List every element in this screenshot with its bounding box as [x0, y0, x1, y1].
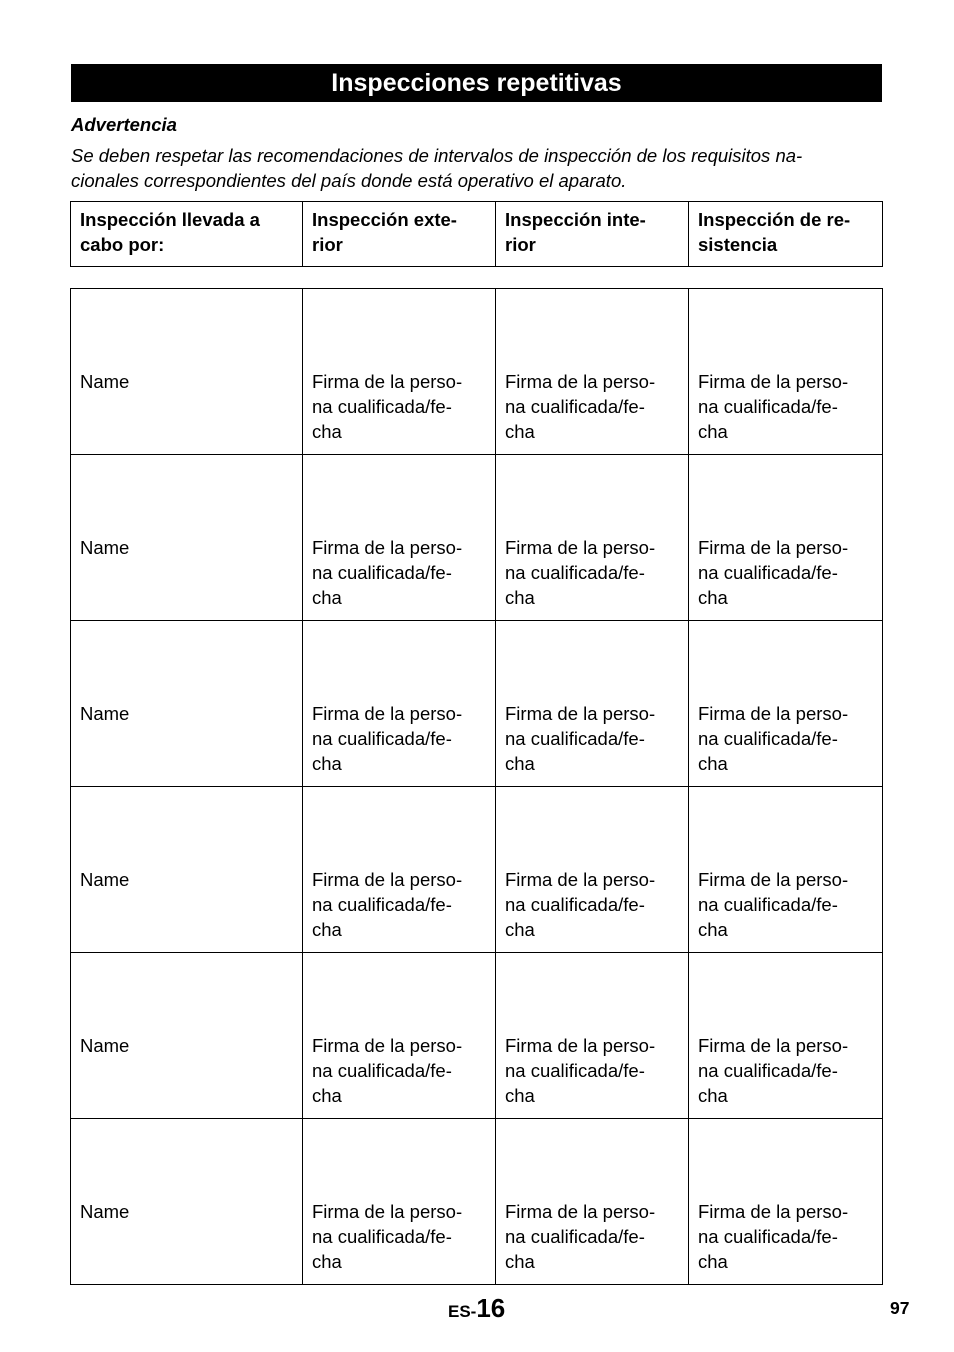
- header-label: rior: [505, 234, 536, 255]
- signature-label: Firma de la perso-: [312, 703, 463, 724]
- signature-label: na cualificada/fe-: [698, 1226, 838, 1247]
- signature-label: cha: [312, 753, 342, 774]
- signature-label: Firma de la perso-: [698, 1201, 849, 1222]
- section-prefix: ES-: [448, 1302, 477, 1321]
- warning-text: [71, 143, 886, 193]
- signature-cell-exterior: [303, 289, 496, 455]
- signature-label: Firma de la perso-: [505, 869, 656, 890]
- signature-label: na cualificada/fe-: [312, 562, 452, 583]
- header-cell-inspected-by: [71, 202, 303, 267]
- signature-cell-exterior: [303, 455, 496, 621]
- signature-label: Firma de la perso-: [698, 371, 849, 392]
- signature-label: na cualificada/fe-: [312, 1226, 452, 1247]
- signature-label: cha: [698, 587, 728, 608]
- signature-label: Firma de la perso-: [698, 703, 849, 724]
- header-label: Inspección inte-: [505, 209, 646, 230]
- table-row: [71, 455, 883, 621]
- signature-label: na cualificada/fe-: [312, 894, 452, 915]
- signature-cell-interior: [496, 1119, 689, 1285]
- name-cell: [71, 455, 303, 621]
- signature-label: Firma de la perso-: [505, 371, 656, 392]
- signature-cell-interior: [496, 621, 689, 787]
- signature-cell-resistance: [689, 621, 883, 787]
- signature-label: na cualificada/fe-: [505, 1060, 645, 1081]
- signature-label: Firma de la perso-: [312, 537, 463, 558]
- signature-cell-resistance: [689, 455, 883, 621]
- header-cell-exterior: [303, 202, 496, 267]
- signature-label: na cualificada/fe-: [698, 1060, 838, 1081]
- signature-label: na cualificada/fe-: [698, 728, 838, 749]
- table-row: [71, 1119, 883, 1285]
- signature-label: na cualificada/fe-: [505, 1226, 645, 1247]
- signature-label: cha: [698, 1251, 728, 1272]
- signature-cell-exterior: [303, 621, 496, 787]
- signature-label: cha: [698, 753, 728, 774]
- warning-text-line: cionales correspondientes del país donde está operativo el aparato.: [71, 170, 627, 191]
- signature-label: cha: [698, 1085, 728, 1106]
- name-label: Name: [80, 703, 130, 724]
- signature-label: cha: [312, 587, 342, 608]
- signature-label: Firma de la perso-: [505, 703, 656, 724]
- header-label: rior: [312, 234, 343, 255]
- signature-label: na cualificada/fe-: [505, 562, 645, 583]
- signature-cell-exterior: [303, 787, 496, 953]
- name-label: Name: [80, 537, 130, 558]
- signature-label: cha: [505, 753, 535, 774]
- signature-label: Firma de la perso-: [312, 1035, 463, 1056]
- signature-label: na cualificada/fe-: [505, 396, 645, 417]
- signature-label: na cualificada/fe-: [312, 396, 452, 417]
- name-cell: [71, 289, 303, 455]
- page-title: Inspecciones repetitivas: [71, 64, 882, 102]
- signature-cell-resistance: [689, 289, 883, 455]
- signature-cell-resistance: [689, 953, 883, 1119]
- warning-heading: Advertencia: [71, 114, 177, 135]
- header-cell-interior: [496, 202, 689, 267]
- section-page-number: 16: [476, 1293, 506, 1323]
- signature-label: na cualificada/fe-: [698, 894, 838, 915]
- signature-label: cha: [312, 919, 342, 940]
- signature-label: na cualificada/fe-: [698, 396, 838, 417]
- table-row: [71, 953, 883, 1119]
- header-table: [70, 201, 883, 267]
- signature-label: na cualificada/fe-: [312, 1060, 452, 1081]
- signature-label: cha: [505, 1085, 535, 1106]
- header-row: [71, 202, 883, 267]
- signature-label: cha: [505, 421, 535, 442]
- signature-label: na cualificada/fe-: [505, 728, 645, 749]
- section-page-label: [448, 1293, 505, 1324]
- header-label: sistencia: [698, 234, 778, 255]
- signature-label: Firma de la perso-: [698, 537, 849, 558]
- name-label: Name: [80, 1201, 130, 1222]
- table-row: [71, 289, 883, 455]
- signature-label: na cualificada/fe-: [505, 894, 645, 915]
- signature-label: cha: [312, 1085, 342, 1106]
- signature-label: cha: [505, 1251, 535, 1272]
- page-number: 97: [890, 1298, 910, 1318]
- signature-label: Firma de la perso-: [698, 1035, 849, 1056]
- signature-label: Firma de la perso-: [505, 1035, 656, 1056]
- header-label: Inspección llevada a: [80, 209, 260, 230]
- table-row: [71, 787, 883, 953]
- name-cell: [71, 621, 303, 787]
- name-label: Name: [80, 1035, 130, 1056]
- signature-label: Firma de la perso-: [312, 869, 463, 890]
- signature-label: cha: [312, 1251, 342, 1272]
- warning-text-line: Se deben respetar las recomendaciones de intervalos de inspección de los requisitos na-: [71, 145, 803, 166]
- records-table: [70, 288, 883, 1285]
- name-label: Name: [80, 869, 130, 890]
- header-cell-resistance: [689, 202, 883, 267]
- signature-label: Firma de la perso-: [505, 1201, 656, 1222]
- signature-label: cha: [698, 421, 728, 442]
- signature-label: cha: [698, 919, 728, 940]
- name-cell: [71, 1119, 303, 1285]
- header-label: cabo por:: [80, 234, 165, 255]
- name-cell: [71, 953, 303, 1119]
- signature-label: na cualificada/fe-: [698, 562, 838, 583]
- name-label: Name: [80, 371, 130, 392]
- signature-label: cha: [505, 919, 535, 940]
- name-cell: [71, 787, 303, 953]
- signature-label: Firma de la perso-: [505, 537, 656, 558]
- signature-cell-interior: [496, 455, 689, 621]
- signature-label: Firma de la perso-: [312, 371, 463, 392]
- signature-cell-exterior: [303, 953, 496, 1119]
- signature-cell-interior: [496, 289, 689, 455]
- signature-cell-resistance: [689, 787, 883, 953]
- header-label: Inspección de re-: [698, 209, 851, 230]
- signature-label: na cualificada/fe-: [312, 728, 452, 749]
- signature-label: cha: [312, 421, 342, 442]
- table-row: [71, 621, 883, 787]
- signature-label: cha: [505, 587, 535, 608]
- signature-cell-resistance: [689, 1119, 883, 1285]
- signature-cell-exterior: [303, 1119, 496, 1285]
- signature-label: Firma de la perso-: [698, 869, 849, 890]
- header-label: Inspección exte-: [312, 209, 457, 230]
- signature-cell-interior: [496, 787, 689, 953]
- signature-cell-interior: [496, 953, 689, 1119]
- signature-label: Firma de la perso-: [312, 1201, 463, 1222]
